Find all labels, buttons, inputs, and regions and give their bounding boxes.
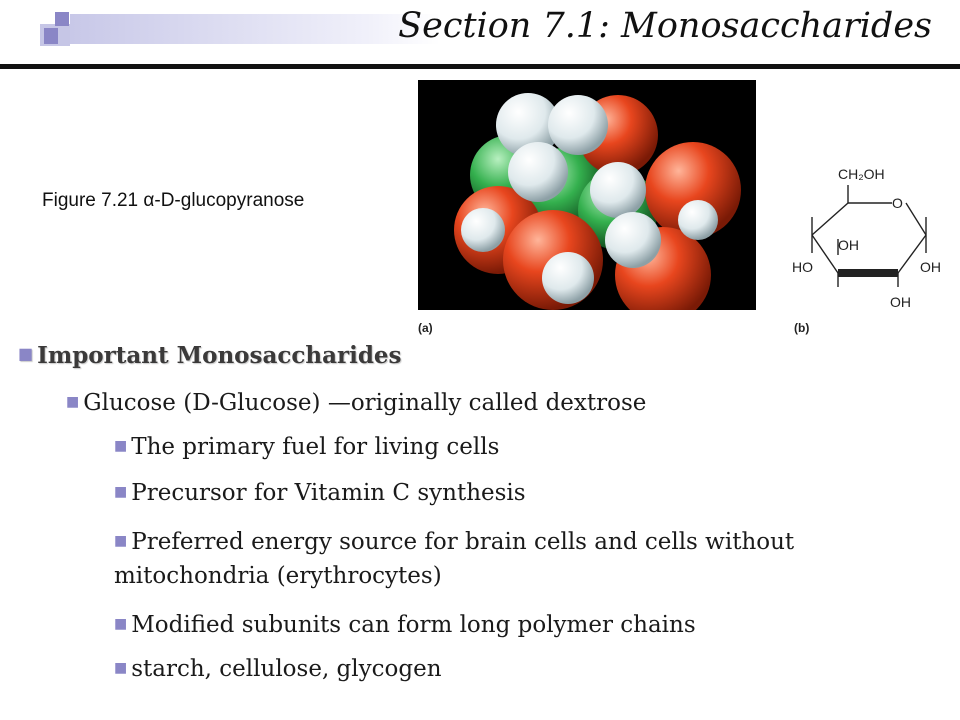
ho-label: HO: [792, 259, 813, 275]
square-bullet-icon: ■: [114, 438, 128, 454]
bullet-heading: ■ Important Monosaccharides: [18, 342, 402, 369]
bullet-item: ■ starch, cellulose, glycogen: [114, 656, 442, 682]
decor-square: [44, 28, 58, 44]
bullet-item: ■ Preferred energy source for brain cells and cells without mitochondria (erythrocytes): [114, 529, 795, 589]
square-bullet-icon: ■: [66, 394, 80, 410]
bullet-glucose: ■ Glucose (D-Glucose) —originally called dextrose: [66, 390, 647, 416]
panel-a-label: (a): [418, 321, 433, 335]
panel-b-label: (b): [794, 321, 810, 335]
title-band: [70, 14, 440, 44]
square-bullet-icon: ■: [114, 484, 128, 500]
oh-label: OH: [920, 259, 941, 275]
square-bullet-icon: ■: [18, 344, 34, 363]
ch2oh-label: CH₂OH: [838, 166, 885, 182]
square-bullet-icon: ■: [114, 660, 128, 676]
haworth-structure-diagram: [780, 155, 950, 320]
figure-caption: Figure 7.21 α-D-glucopyranose: [42, 190, 305, 211]
bullet-item: ■ Modified subunits can form long polymer chains: [114, 612, 696, 638]
square-bullet-icon: ■: [114, 533, 128, 549]
space-filling-model-image: [418, 80, 756, 310]
bullet-item: ■ Precursor for Vitamin C synthesis: [114, 480, 526, 506]
title-rule: [0, 64, 960, 69]
square-bullet-icon: ■: [114, 616, 128, 632]
bullet-item: ■ The primary fuel for living cells: [114, 434, 500, 460]
ring-oxygen-label: O: [892, 195, 903, 211]
decor-square: [55, 12, 69, 26]
slide-title: Section 7.1: Monosaccharides: [398, 6, 932, 46]
oh-label: OH: [890, 294, 911, 310]
oh-label: OH: [838, 237, 859, 253]
